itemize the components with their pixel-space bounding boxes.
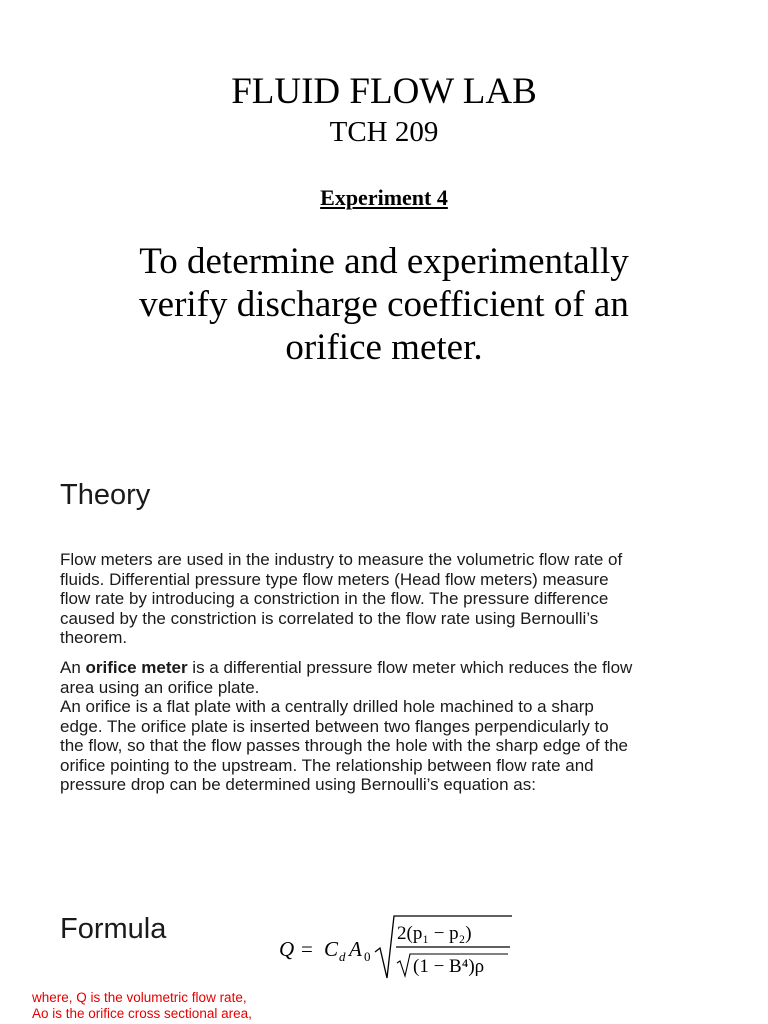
eq-denominator: (1 − B⁴)ρ bbox=[413, 956, 485, 977]
experiment-objective bbox=[0, 240, 768, 369]
orifice-flow-equation bbox=[276, 908, 526, 984]
objective-line: To determine and experimentally bbox=[139, 241, 629, 282]
paragraph-line: area using an orifice plate. bbox=[60, 677, 260, 697]
eq-coefficient-sub: d bbox=[339, 949, 346, 964]
eq-area: A bbox=[349, 937, 362, 961]
paragraph-line: the flow, so that the flow passes through the hole with the sharp edge of the bbox=[60, 736, 628, 755]
paragraph-line: Flow meters are used in the industry to measure the volumetric flow rate of bbox=[60, 550, 623, 569]
paragraph-line: An orifice is a flat plate with a centrally drilled hole machined to a sharp bbox=[60, 697, 594, 716]
experiment-number: Experiment 4 bbox=[320, 185, 448, 210]
note-line: where, Q is the volumetric flow rate, bbox=[32, 990, 247, 1005]
course-code: TCH 209 bbox=[329, 116, 439, 148]
lead-prefix: An bbox=[60, 658, 86, 677]
eq-area-sub: 0 bbox=[364, 949, 371, 964]
eq-lhs: Q bbox=[279, 937, 295, 961]
paragraph-line: edge. The orifice plate is inserted between two flanges perpendicularly to bbox=[60, 716, 609, 736]
objective-line: orifice meter. bbox=[285, 327, 483, 368]
eq-numerator: 2(p₁ − p₂) bbox=[397, 923, 472, 944]
objective-line: verify discharge coefficient of an bbox=[139, 284, 629, 325]
note-line: Ao is the orifice cross sectional area, bbox=[32, 1006, 252, 1021]
formula-heading: Formula bbox=[60, 913, 167, 945]
paragraph-line: pressure drop can be determined using Bernoulli’s equation as: bbox=[60, 775, 536, 794]
theory-paragraph-1 bbox=[60, 550, 750, 648]
orifice-meter-term: orifice meter bbox=[85, 658, 188, 677]
document-title: FLUID FLOW LAB bbox=[231, 71, 537, 112]
theory-heading: Theory bbox=[60, 479, 151, 511]
lead-suffix: is a differential pressure flow meter which reduces the flow bbox=[187, 658, 633, 677]
paragraph-lead-line bbox=[60, 658, 750, 678]
paragraph-line: theorem. bbox=[60, 628, 128, 647]
formula-variable-notes bbox=[32, 990, 252, 1022]
paragraph-line: caused by the constriction is correlated to the flow rate using Bernoulli’s bbox=[60, 608, 599, 628]
paragraph-line: fluids. Differential pressure type flow meters (Head flow meters) measure bbox=[60, 569, 609, 589]
eq-equals: = bbox=[301, 937, 313, 961]
paragraph-line: orifice pointing to the upstream. The relationship between flow rate and bbox=[60, 755, 594, 775]
eq-coefficient: C bbox=[324, 937, 339, 961]
theory-paragraph-2 bbox=[60, 658, 750, 795]
paragraph-line: flow rate by introducing a constriction in the flow. The pressure difference bbox=[60, 589, 609, 608]
